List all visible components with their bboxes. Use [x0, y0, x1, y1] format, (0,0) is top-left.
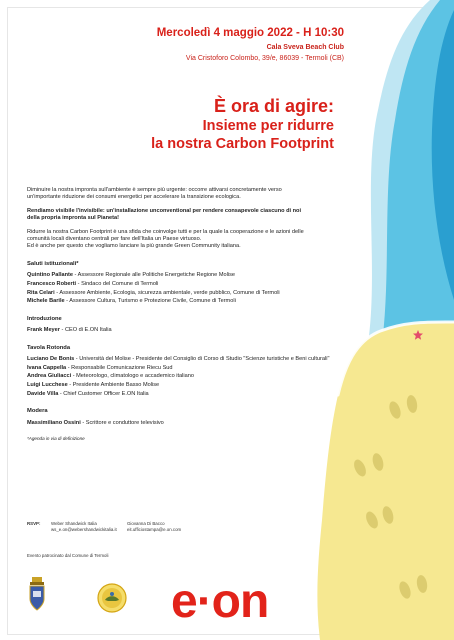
speaker-name: Luciano De Bonis	[27, 355, 75, 362]
speaker-name: Andrea Giuliacci	[27, 373, 72, 380]
intro-paragraph-3a: Ridurre la nostra Carbon Footprint è una sfida che coinvolge tutti e per la quale la cooperazione e le azioni delle comunità locali diventano centrali per fare dell'Italia un Paese virtuoso.	[27, 228, 304, 243]
rsvp-contact-2-name: Giovanna Di Bacco	[127, 521, 165, 526]
speaker-name: Davide Villa	[27, 390, 59, 397]
speaker-row	[27, 327, 307, 334]
speaker-name: Quintino Pallante	[27, 272, 73, 279]
speaker-row	[27, 281, 307, 288]
speaker-row	[27, 272, 307, 279]
headline	[151, 95, 334, 153]
intro-paragraph-3	[27, 229, 307, 251]
speaker-role: - Meteorologo, climatologo e accademico italiano	[71, 373, 194, 380]
speaker-row	[27, 355, 330, 363]
event-address: Via Cristoforo Colombo, 39/e, 86039 - Termoli (CB)	[185, 55, 344, 62]
speaker-row	[27, 365, 307, 372]
speaker-row	[27, 420, 307, 427]
speaker-name: Ivana Cappella	[27, 364, 67, 371]
rsvp-contact-1-name: Weber Shandwick Italia	[51, 521, 97, 526]
eon-logo: e·on	[171, 575, 269, 628]
speaker-name: Francesco Roberti	[27, 280, 77, 287]
event-venue: Cala Sveva Beach Club	[266, 44, 344, 51]
speaker-role: - Scrittore e conduttore televisivo	[80, 419, 164, 426]
rsvp-contact-2-email[interactable]: eit.ufficiostampa@e.on.com	[127, 527, 182, 532]
speaker-role: - Assessore Regionale alle Politiche Energetiche Regione Molise	[73, 272, 235, 279]
intro-paragraph-2: Rendiamo visibile l'invisibile: un'installazione unconventional per rendere consapevole ciascuno di noi della propria impronta sul Pianeta!	[27, 207, 302, 222]
speaker-role: - CEO di E.ON Italia	[59, 327, 112, 334]
crest-icon	[29, 577, 45, 611]
speaker-name: Rita Celari	[27, 289, 55, 296]
headline-line-2: Insieme per ridurre	[202, 118, 334, 134]
speaker-role: - Chief Customer Officer E.ON Italia	[58, 390, 149, 397]
speaker-name: Frank Meyer	[27, 327, 60, 334]
speaker-name: Luigi Lucchese	[27, 382, 68, 389]
rsvp-label: RSVP:	[27, 521, 41, 526]
speaker-row	[27, 373, 307, 380]
speaker-row	[27, 290, 307, 297]
speaker-role: - Assessore Cultura, Turismo e Protezione Civile, Comune di Termoli	[64, 298, 236, 305]
section-heading-saluti: Saluti istituzionali*	[27, 260, 79, 267]
headline-line-3: la nostra Carbon Footprint	[151, 136, 334, 152]
patronage-note: Evento patrocinato dal Comune di Termoli	[27, 553, 109, 558]
speaker-role: - Sindaco del Comune di Termoli	[76, 280, 159, 287]
speaker-row	[27, 298, 307, 305]
intro-paragraph-1: Diminuire la nostra impronta sull'ambiente è sempre più urgente: occorre attivarsi concretamente verso un'importante riduzione dei consumi energetici per accelerare la transizione ecologica.	[27, 187, 282, 201]
event-date: Mercoledì 4 maggio 2022 - H 10:30	[156, 27, 344, 39]
speaker-row	[27, 391, 307, 398]
speaker-role: - Responsabile Comunicazione Riecu Sud	[66, 364, 173, 371]
speaker-role: - Presidente Ambiente Basso Molise	[67, 382, 160, 389]
speaker-role: - Assessore Ambiente, Ecologia, sicurezza ambientale, verde pubblico, Comune di Termoli	[54, 289, 280, 296]
speaker-row	[27, 382, 307, 389]
invitation-body	[27, 187, 330, 442]
sand-area	[317, 322, 454, 640]
section-heading-introduzione: Introduzione	[27, 315, 62, 322]
intro-paragraph-3b: Ed è anche per questo che vogliamo lanciare la più grande Green Community italiana.	[27, 243, 241, 250]
speaker-role: - Università del Molise - Presidente del Consiglio di Corso di Studio "Scienze turistiche e Beni culturali"	[74, 355, 330, 362]
section-heading-tavola: Tavola Rotonda	[27, 344, 71, 351]
agenda-footnote: *Agenda in via di definizione	[27, 436, 85, 442]
rsvp-contact-1	[51, 521, 121, 533]
rsvp-contact-1-email[interactable]: ws_e.on@webershandwickitalia.it	[51, 527, 117, 532]
rsvp-contact-2	[127, 521, 197, 533]
medal-icon	[97, 583, 127, 613]
headline-line-1: È ora di agire:	[213, 96, 334, 116]
speaker-name: Massimiliano Ossini	[27, 419, 81, 426]
section-heading-modera: Modera	[27, 408, 48, 415]
speaker-name: Michele Barile	[27, 298, 65, 305]
